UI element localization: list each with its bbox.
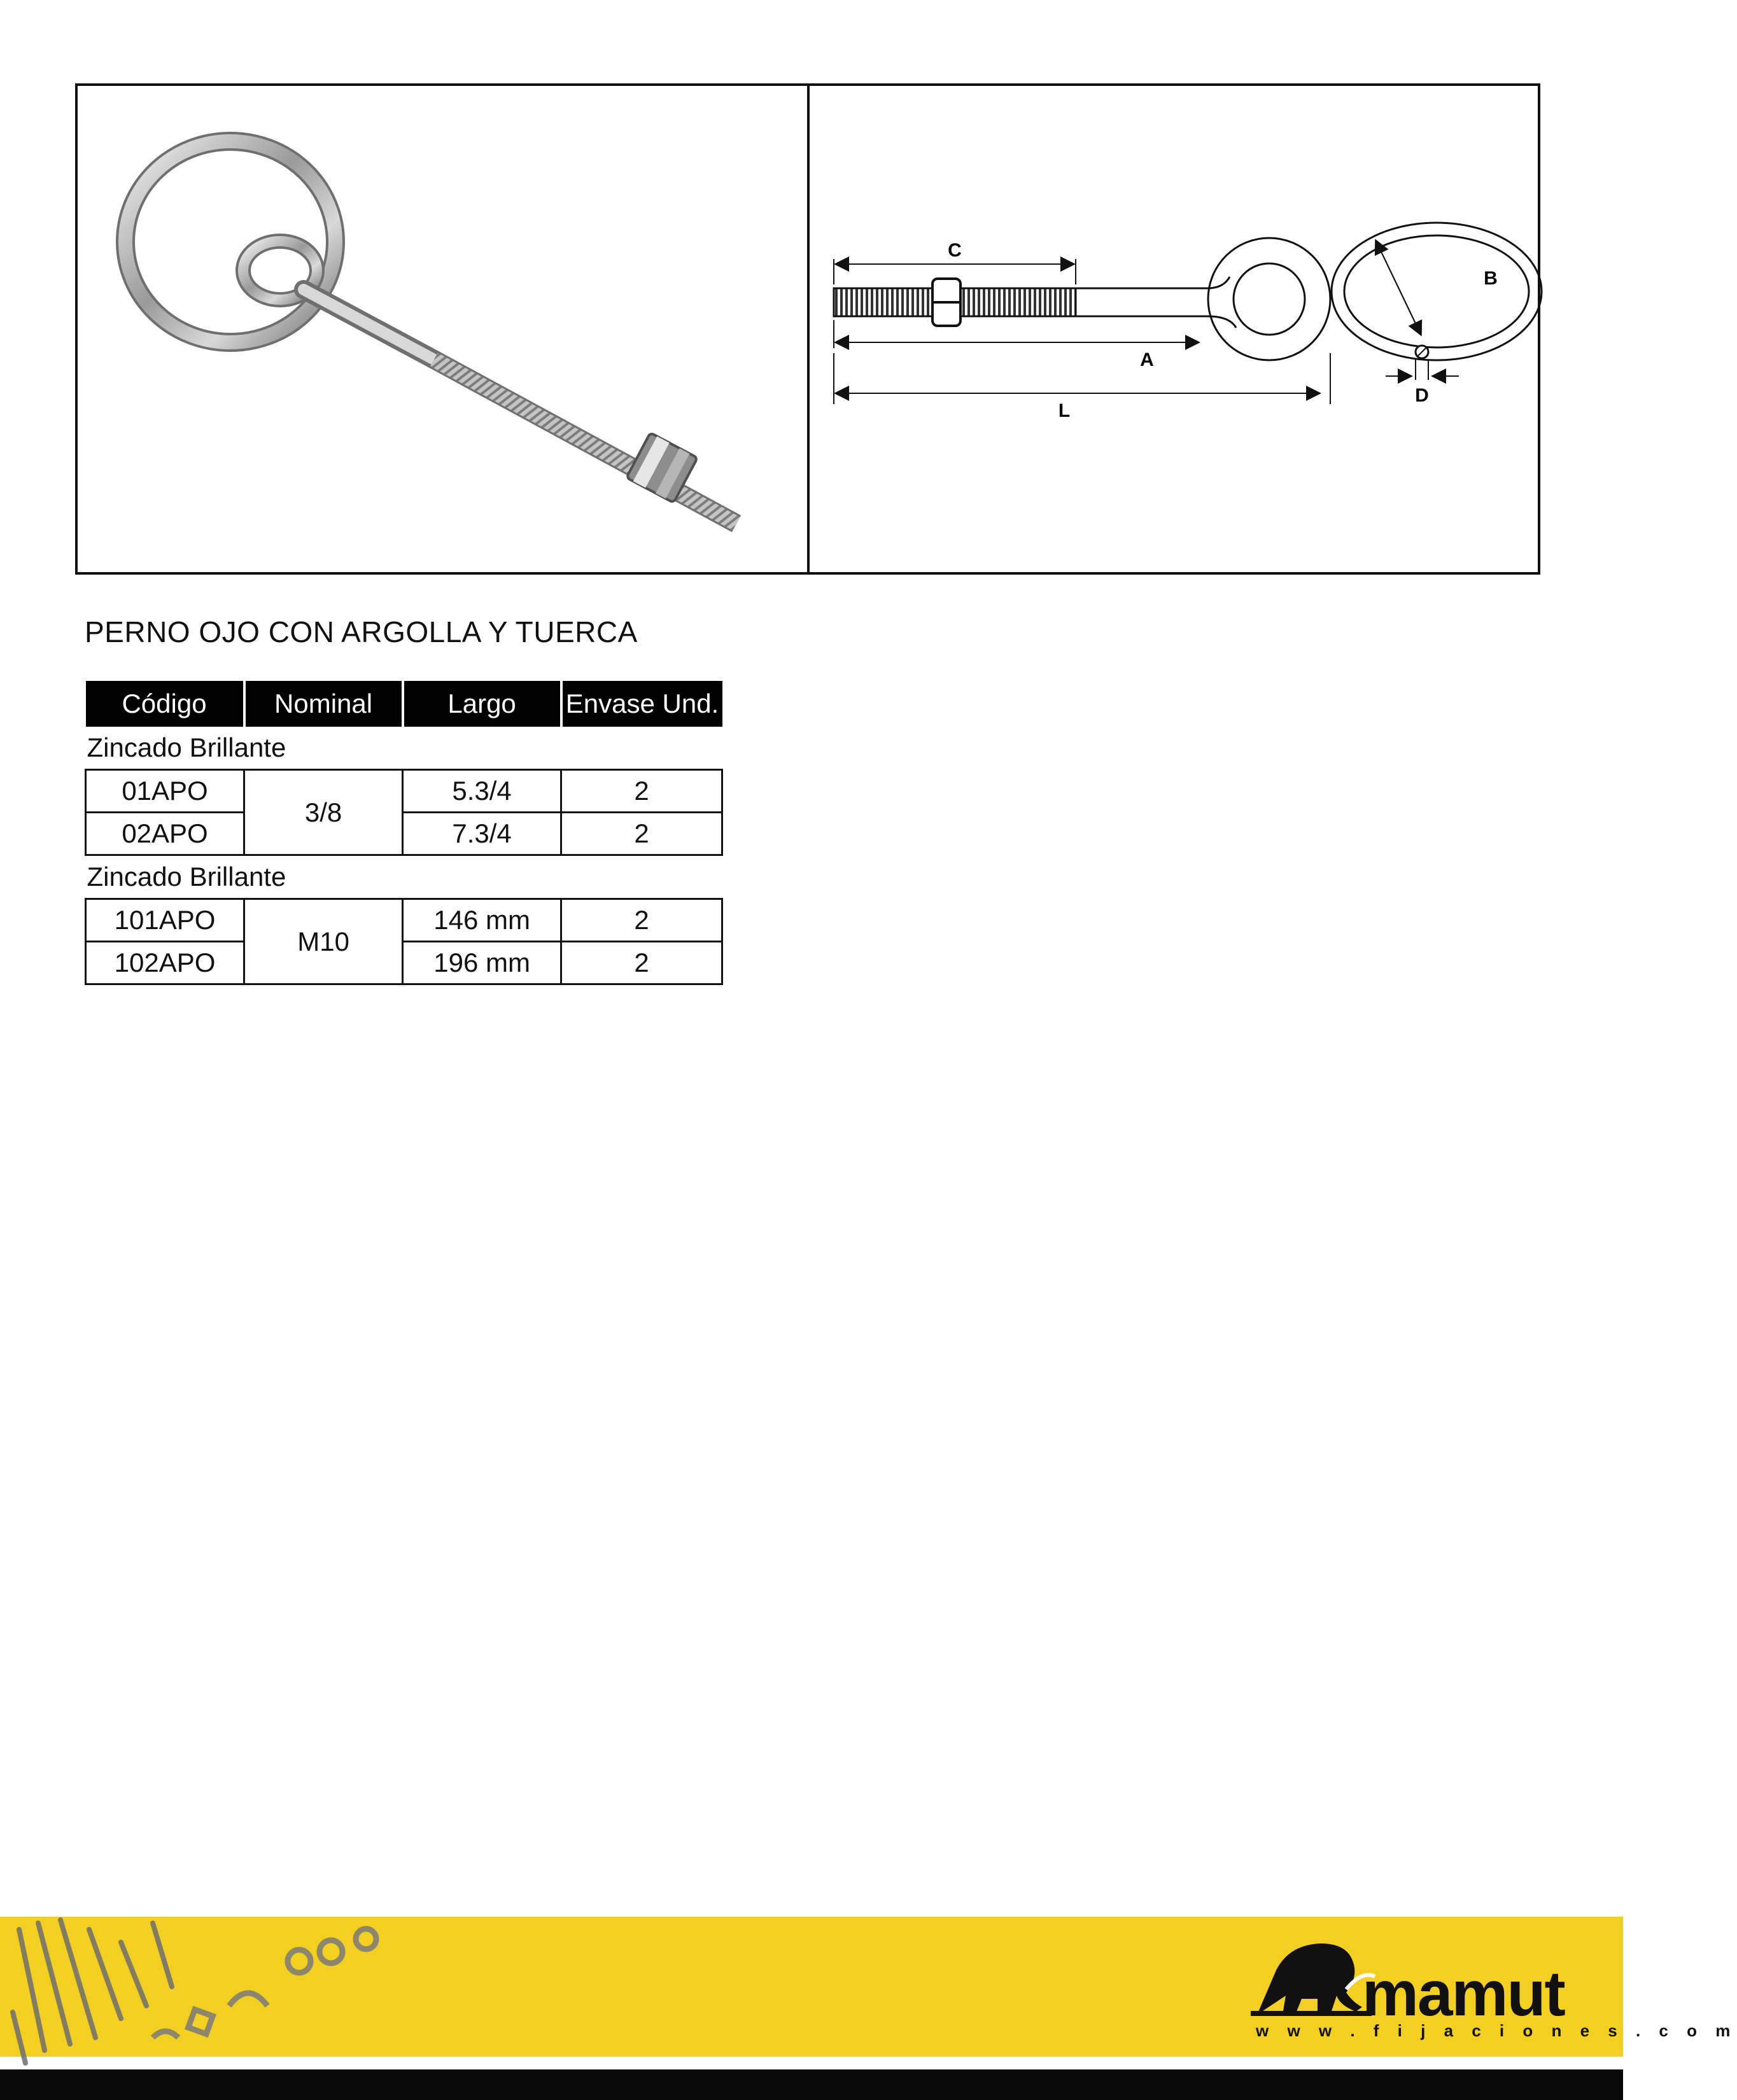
footer-black-bar bbox=[0, 2069, 1623, 2100]
cell-envase: 2 bbox=[561, 942, 722, 984]
cell-envase: 2 bbox=[561, 770, 722, 813]
cell-largo: 7.3/4 bbox=[403, 813, 561, 855]
table-row bbox=[86, 899, 722, 942]
table-header-row bbox=[86, 681, 722, 727]
product-photo bbox=[78, 86, 807, 572]
table-row bbox=[86, 942, 722, 984]
table-row bbox=[86, 813, 722, 855]
cell-largo: 5.3/4 bbox=[403, 770, 561, 813]
mammoth-icon bbox=[1251, 1932, 1378, 2021]
header-envase: Envase Und. bbox=[561, 681, 722, 727]
header-codigo: Código bbox=[86, 681, 244, 727]
dimension-diagram bbox=[810, 86, 1540, 577]
eye-bolt-photo bbox=[78, 86, 807, 577]
spec-table bbox=[85, 681, 723, 985]
cell-largo: 196 mm bbox=[403, 942, 561, 984]
cell-codigo: 01APO bbox=[86, 770, 244, 813]
technical-drawing bbox=[810, 86, 1540, 572]
product-figure-frame bbox=[75, 83, 1540, 575]
group-label: Zincado Brillante bbox=[87, 862, 286, 892]
header-nominal: Nominal bbox=[244, 681, 403, 727]
brand-wordmark: mamut bbox=[1362, 1958, 1565, 2029]
product-title: PERNO OJO CON ARGOLLA Y TUERCA bbox=[85, 615, 638, 648]
cell-envase: 2 bbox=[561, 899, 722, 942]
cell-codigo: 102APO bbox=[86, 942, 244, 984]
cell-codigo: 02APO bbox=[86, 813, 244, 855]
cell-nominal: M10 bbox=[244, 899, 403, 984]
hardware-collage-image bbox=[0, 1917, 446, 2069]
cell-nominal: 3/8 bbox=[244, 770, 403, 855]
header-largo: Largo bbox=[403, 681, 561, 727]
label-l: L bbox=[1058, 400, 1071, 421]
website-url: w w w . f i j a c i o n e s . c o m bbox=[1256, 2021, 1737, 2040]
label-a: A bbox=[1140, 349, 1154, 370]
group-label: Zincado Brillante bbox=[87, 732, 286, 762]
cell-envase: 2 bbox=[561, 813, 722, 855]
cell-largo: 146 mm bbox=[403, 899, 561, 942]
label-c: C bbox=[948, 240, 962, 261]
label-b: B bbox=[1484, 268, 1498, 289]
label-d: D bbox=[1415, 385, 1429, 406]
mamut-logo bbox=[1251, 1932, 1737, 2047]
cell-codigo: 101APO bbox=[86, 899, 244, 942]
table-row bbox=[86, 770, 722, 813]
